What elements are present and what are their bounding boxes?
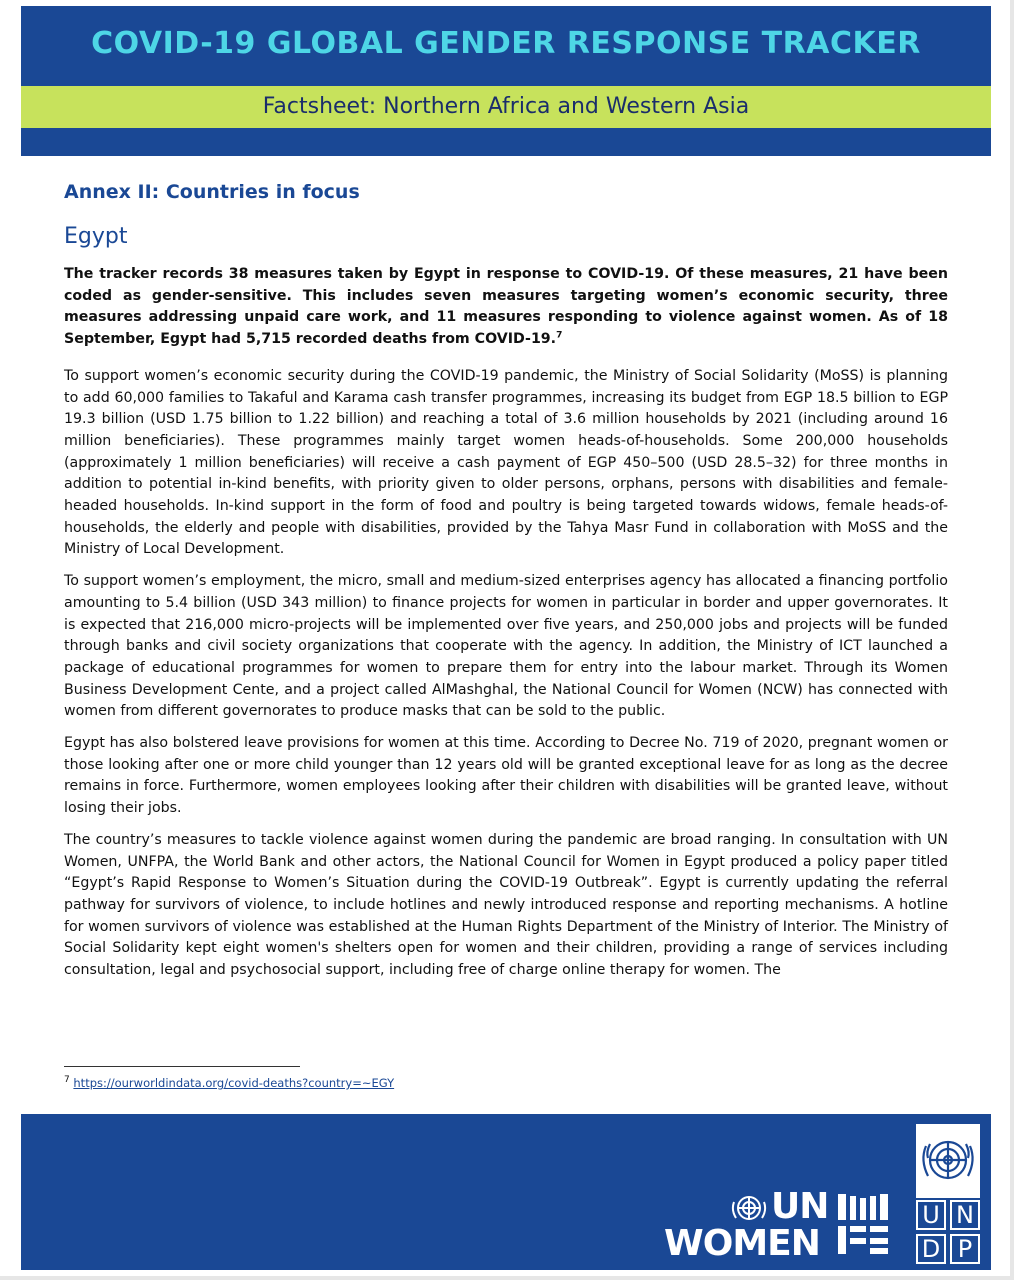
un-women-mark-icon xyxy=(836,1192,894,1256)
lead-paragraph xyxy=(64,264,948,351)
unwomen-logo-un: UN xyxy=(771,1186,829,1227)
undp-letter-u: U xyxy=(916,1200,946,1230)
footnote-number: 7 xyxy=(64,1075,70,1086)
country-heading: Egypt xyxy=(64,224,128,249)
undp-letter-n: N xyxy=(950,1200,980,1230)
lead-text: The tracker records 38 measures taken by Egypt in response to COVID-19. Of these measures, 21 have been coded as gender-sensitive. This includes seven measures targeting women’s economic security, three measures addressing unpaid care work, and 11 measures responding to violence against women. As of 18 September, Egypt had 5,715 recorded deaths from COVID-19. xyxy=(64,266,948,348)
factsheet-subtitle: Factsheet: Northern Africa and Western Asia xyxy=(262,94,750,119)
tracker-title: COVID-19 GLOBAL GENDER RESPONSE TRACKER xyxy=(91,26,921,61)
undp-letter-d: D xyxy=(916,1234,946,1264)
undp-letter-p: P xyxy=(950,1234,980,1264)
un-emblem-icon xyxy=(916,1124,980,1198)
paragraph-economic-security: To support women’s economic security during the COVID-19 pandemic, the Ministry of Social Solidarity (MoSS) is planning to add 60,000 families to Takaful and Karama cash transfer programmes, increasing its budget from EGP 18.5 billion to EGP 19.3 billion (USD 1.75 billion to 1.22 billion) and reaching a total of 3.6 million households by 2021 (including around 16 million beneficiaries). These programmes mainly target women heads-of-households. Some 200,000 households (approximately 1 million beneficiaries) will receive a cash payment of EGP 450–500 (USD 28.5–32) for three months in addition to potential in-kind benefits, with priority given to older persons, orphans, persons with disabilities and female-headed households. In-kind support in the form of food and poultry is being targeted towards widows, female heads-of-households, the elderly and people with disabilities, provided by the Tahya Masr Fund in collaboration with MoSS and the Ministry of Local Development. xyxy=(64,367,948,558)
footnote xyxy=(64,1076,394,1090)
paragraph-employment: To support women’s employment, the micro, small and medium-sized enterprises agency has allocated a financing portfolio amounting to 5.4 billion (USD 343 million) to finance projects for women in particular in border and upper governorates. It is expected that 216,000 micro-projects will be implemented over five years, and 250,000 jobs and projects will be funded through banks and civil society organizations that cooperate with the agency. In addition, the Ministry of ICT launched a package of educational programmes for women to prepare them for entry into the labour market. Through its Women Business Development Cente, and a project called AlMashghal, the National Council for Women (NCW) has connected with women from different governorates to produce masks that can be sold to the public. xyxy=(64,573,948,720)
un-emblem-icon xyxy=(730,1192,768,1226)
paragraph-violence: The country’s measures to tackle violence against women during the pandemic are broad ranging. In consultation with UN Women, UNFPA, the World Bank and other actors, the National Council for Women in Egypt produced a policy paper titled “Egypt’s Rapid Response to Women’s Situation during the COVID-19 Outbreak”. Egypt is currently updating the referral pathway for survivors of violence, to include hotlines and newly introduced response and reporting mechanisms. A hotline for women survivors of violence was established at the Human Rights Department of the Ministry of Interior. The Ministry of Social Solidarity kept eight women's shelters open for women and their children, providing a range of services including consultation, legal and psychosocial support, including free of charge online therapy for women. The xyxy=(64,831,948,979)
footnote-divider xyxy=(64,1066,300,1067)
annex-heading: Annex II: Countries in focus xyxy=(64,181,360,203)
undp-emblem-box xyxy=(916,1124,980,1198)
body-text xyxy=(64,264,948,992)
unwomen-logo-women: WOMEN xyxy=(664,1223,820,1264)
paragraph-leave-provisions: Egypt has also bolstered leave provisions for women at this time. According to Decree No. 719 of 2020, pregnant women or those looking after one or more child younger than 12 years old will be granted exceptional leave for as long as the decree remains in force. Furthermore, women employees looking after their children with disabilities will be granted leave, without losing their jobs. xyxy=(64,735,948,817)
footnote-link[interactable]: https://ourworldindata.org/covid-deaths?country=~EGY xyxy=(73,1076,395,1090)
footnote-ref[interactable]: 7 xyxy=(556,330,563,341)
header-band-bottom xyxy=(21,128,991,156)
